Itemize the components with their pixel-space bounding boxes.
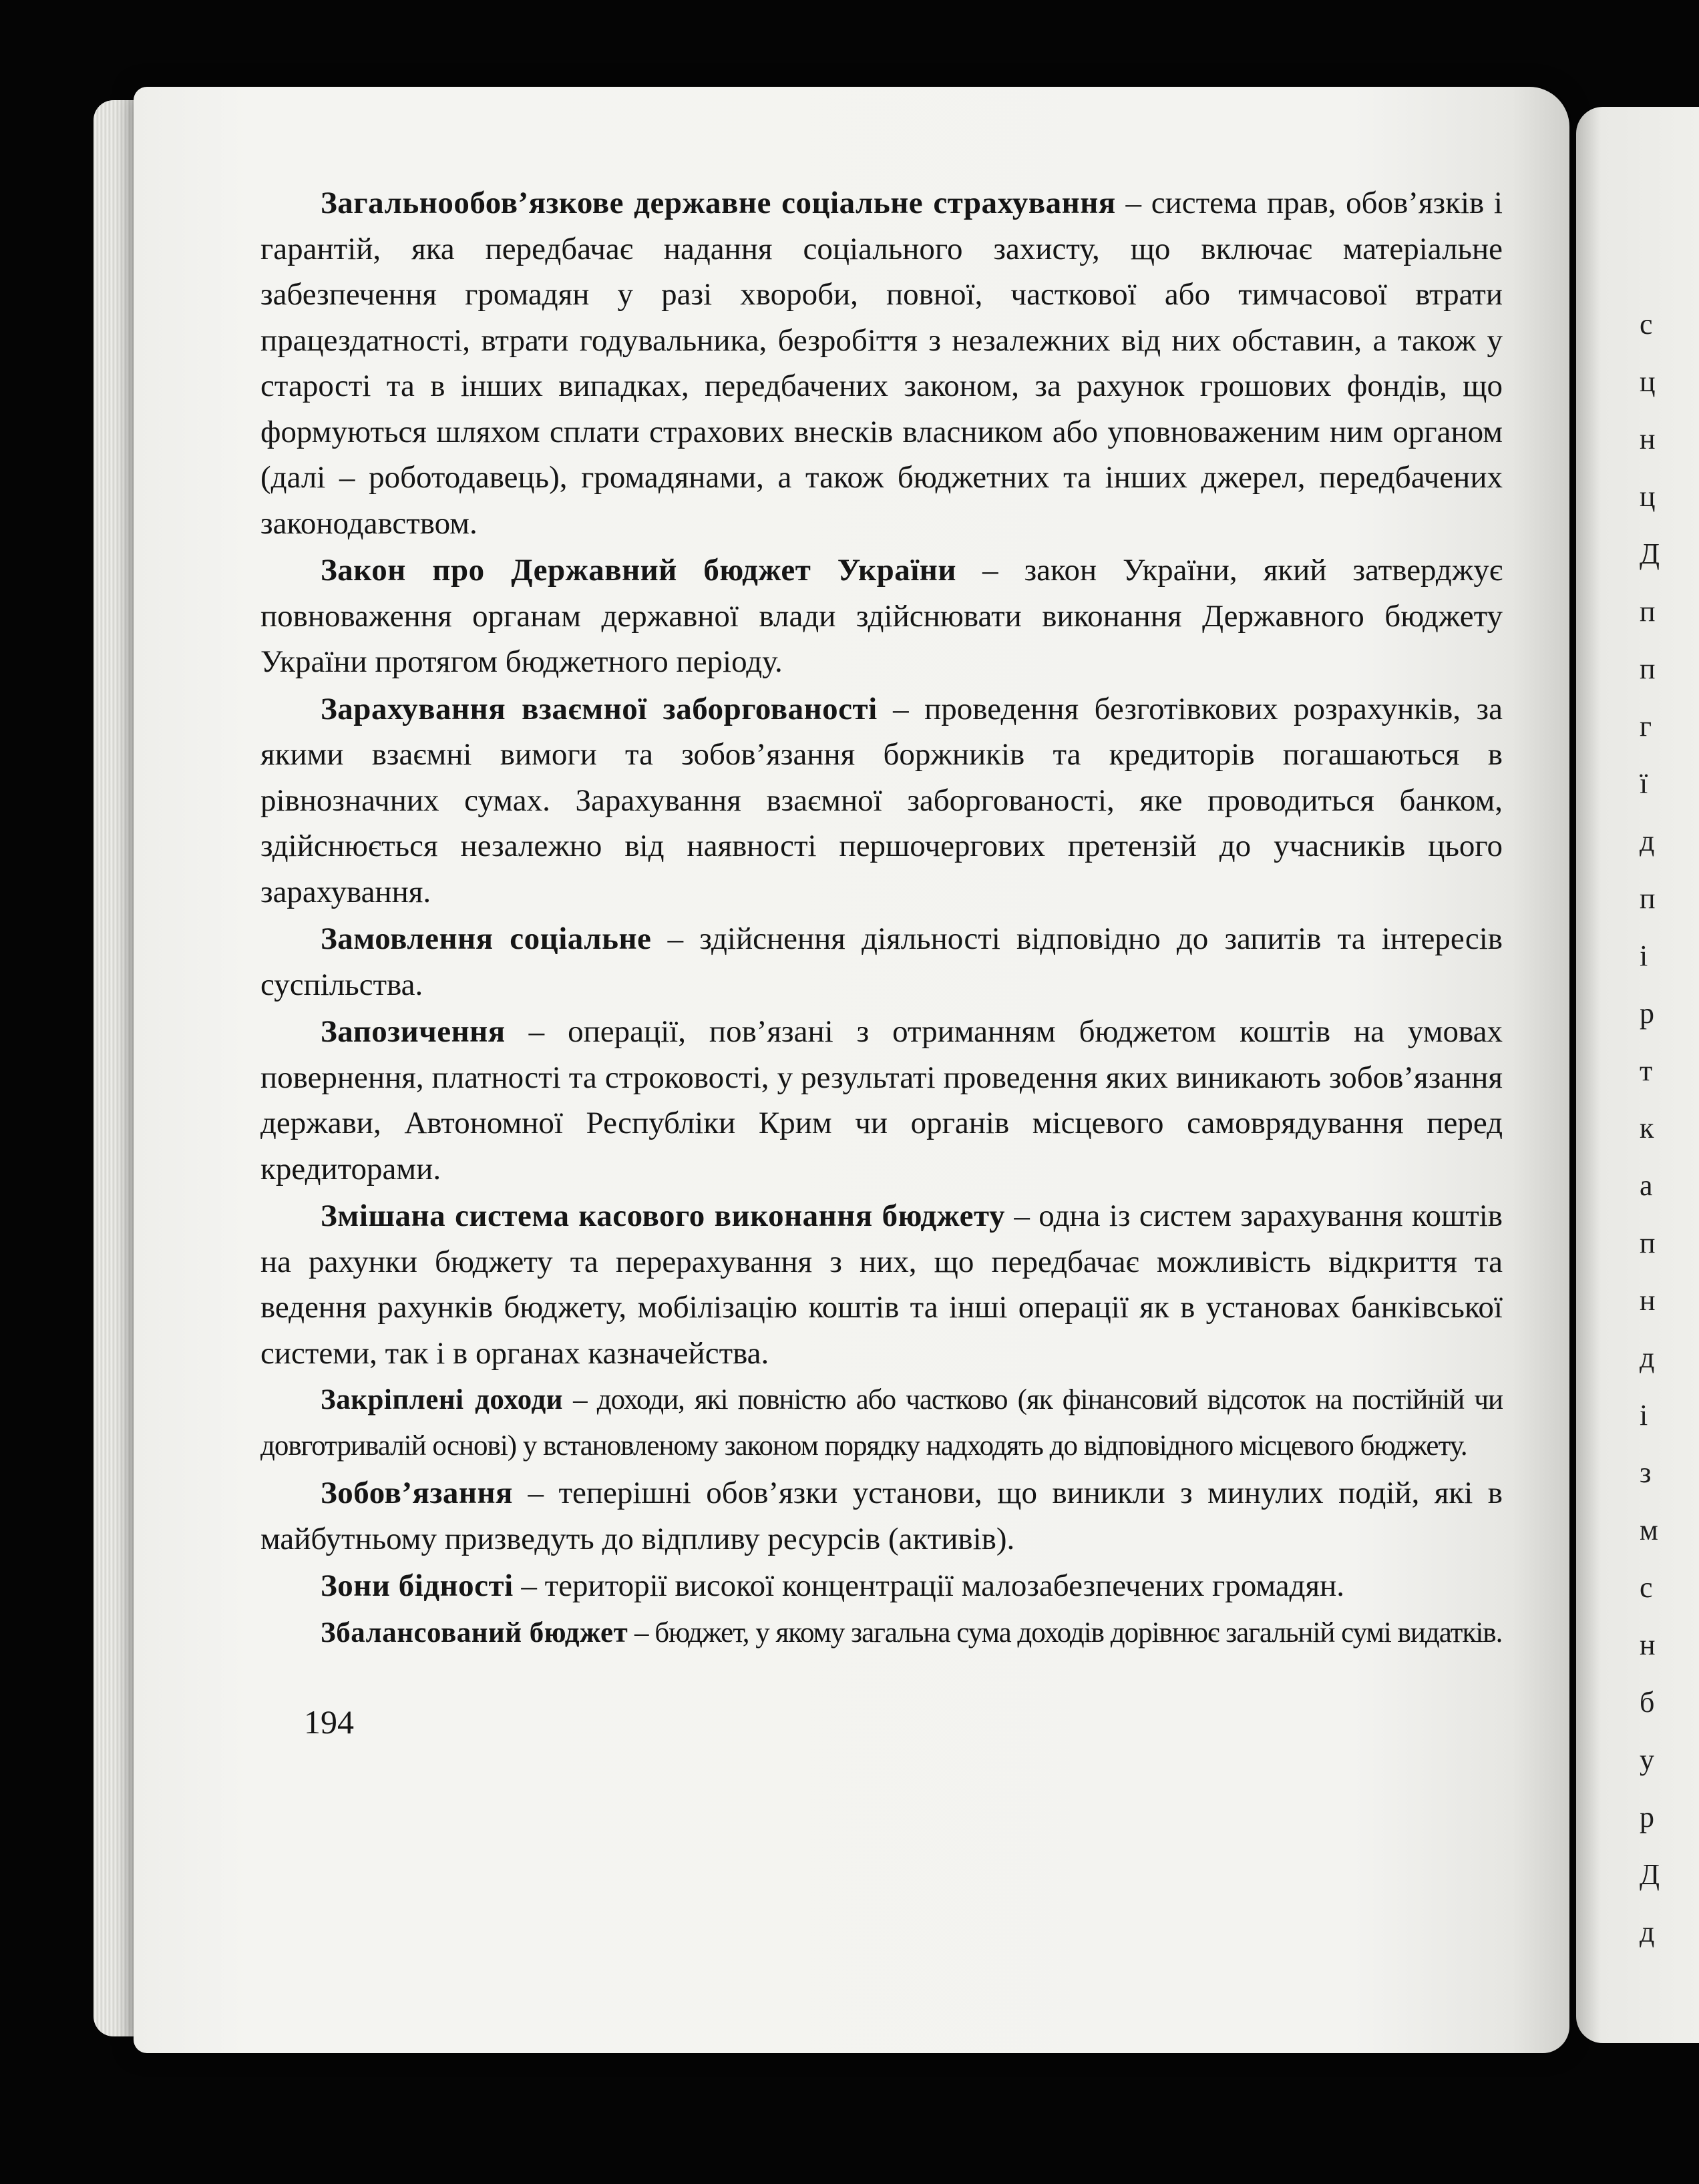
glossary-entry [260, 1009, 1503, 1192]
entry-definition: – здійснення діяльності відповідно до запитів та інтересів суспільства. [260, 921, 1503, 1002]
glossary-entry [260, 548, 1503, 685]
entry-term: Зобов’язання [321, 1476, 513, 1510]
next-page-fragment: д [1640, 825, 1655, 857]
next-page-fragment: с [1640, 1571, 1653, 1604]
glossary-entry [260, 686, 1503, 915]
next-page-fragment: і [1640, 1399, 1648, 1432]
next-page-fragment: Д [1640, 1858, 1660, 1891]
next-page-fragment: н [1640, 423, 1656, 455]
next-page-fragment: ї [1640, 767, 1648, 800]
next-page-fragment: б [1640, 1686, 1655, 1719]
entry-term: Збалансований бюджет [321, 1616, 628, 1649]
entry-term: Запозичення [321, 1014, 506, 1049]
glossary-entry [260, 1563, 1503, 1609]
next-page-fragment: п [1640, 882, 1656, 915]
entry-term: Змішана система касового виконання бюджету [321, 1198, 1005, 1233]
next-page-fragment: н [1640, 1284, 1656, 1317]
next-page-fragment: з [1640, 1456, 1652, 1489]
next-page-fragment: г [1640, 710, 1652, 742]
page-content [260, 180, 1503, 1657]
glossary-entry [260, 916, 1503, 1008]
glossary-entry [260, 1470, 1503, 1562]
next-page-fragment: д [1640, 1341, 1655, 1374]
entry-definition: – система прав, обов’язків і гарантій, яка передбачає надання соціального захисту, що включає матеріальне забезпечення громадян у разі хвороби, повної, часткової або тимчасової втрати працездатності, втрати годувальника, безробіття з незалежних від них обставин, а також у старості та в інших випадках, передбачених законом, за рахунок грошових фондів, що формуються шляхом сплати страхових внесків власником або уповноваженим ним органом (далі – роботодавець), громадянами, а також бюджетних та інших джерел, передбачених законодавством. [260, 186, 1503, 541]
next-page-fragment: а [1640, 1169, 1653, 1202]
glossary-entry [260, 1610, 1503, 1657]
next-page-fragment: і [1640, 939, 1648, 972]
next-page-fragment: н [1640, 1628, 1656, 1661]
entry-definition: – доходи, які повністю або частково (як фінансовий відсоток на постійній чи довготривалій основі) у встановленому законом порядку надходять до відповідного місцевого бюджету. [260, 1384, 1503, 1462]
glossary-entry [260, 1193, 1503, 1376]
next-page-fragment: т [1640, 1054, 1653, 1087]
next-page-fragment: к [1640, 1112, 1654, 1144]
next-page-fragment: у [1640, 1743, 1654, 1776]
entry-term: Замовлення соціальне [321, 921, 652, 956]
entry-definition: – операції, пов’язані з отриманням бюджетом коштів на умовах повернення, платності та строковості, у результаті проведення яких виникають зобов’язання держави, Автономної Республіки Крим чи органів місцевого самоврядування перед кредиторами. [260, 1014, 1503, 1186]
next-page-edge [1576, 107, 1699, 2043]
glossary-entry [260, 180, 1503, 546]
next-page-fragment: п [1640, 595, 1656, 628]
entry-definition: – одна із систем зарахування коштів на рахунки бюджету та перерахування з них, що передбачає можливість відкриття та ведення рахунків бюджету, мобілізацію коштів та інші операції як в установах банківської системи, так і в органах казначейства. [260, 1198, 1503, 1371]
entry-definition: – території високої концентрації малозабезпечених громадян. [513, 1568, 1345, 1603]
next-page-fragment: ц [1640, 365, 1656, 398]
glossary-entry [260, 1377, 1503, 1469]
page-number: 194 [304, 1703, 354, 1741]
next-page-fragment: р [1640, 1801, 1654, 1833]
entry-term: Закон про Державний бюджет України [321, 553, 956, 588]
next-page-fragment: п [1640, 652, 1656, 685]
entry-term: Загальнообов’язкове державне соціальне страхування [321, 186, 1116, 220]
entry-term: Закріплені доходи [321, 1384, 564, 1415]
next-page-fragment: п [1640, 1227, 1656, 1259]
entry-term: Зони бідності [321, 1568, 514, 1603]
next-page-fragment: с [1640, 308, 1653, 341]
entry-definition: – закон України, який затверджує повноваження органам державної влади здійснювати виконання Державного бюджету України протягом бюджетного періоду. [260, 553, 1503, 679]
entry-term: Зарахування взаємної заборгованості [321, 691, 878, 726]
next-page-fragment: м [1640, 1514, 1658, 1546]
next-page-fragment: Д [1640, 537, 1660, 570]
entry-definition: – теперішні обов’язки установи, що виникли з минулих подій, які в майбутньому призведуть до відпливу ресурсів (активів). [260, 1476, 1503, 1556]
next-page-fragment: ц [1640, 480, 1656, 513]
entry-definition: – бюджет, у якому загальна сума доходів дорівнює загальній сумі видатків. [628, 1616, 1503, 1649]
entry-definition: – проведення безготівкових розрахунків, за якими взаємні вимоги та зобов’язання боржників та кредиторів погашаються в рівнозначних сумах. Зарахування взаємної заборгованості, яке проводиться банком, здійснюється незалежно від наявності першочергових претензій до учасників цього зарахування. [260, 691, 1503, 909]
next-page-fragment: р [1640, 997, 1654, 1030]
next-page-fragment: д [1640, 1916, 1655, 1948]
